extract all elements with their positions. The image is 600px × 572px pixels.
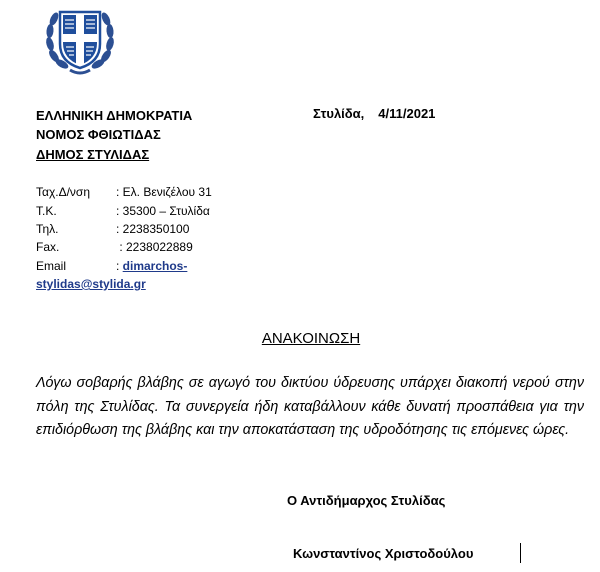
date-value: 4/11/2021 [378, 106, 436, 121]
issuer-country: ΕΛΛΗΝΙΚΗ ΔΗΜΟΚΡΑΤΙΑ [36, 108, 193, 123]
contact-email-value-line1 [116, 258, 187, 274]
email-separator: : [116, 259, 123, 273]
contact-label: Ταχ.Δ/νση [36, 185, 91, 199]
contact-value: : 35300 – Στυλίδα [116, 204, 210, 218]
issuer-municipality: ΔΗΜΟΣ ΣΤΥΛΙΔΑΣ [36, 147, 150, 162]
date-place: Στυλίδα, [313, 106, 365, 121]
issuer-prefecture: ΝΟΜΟΣ ΦΘΙΩΤΙΔΑΣ [36, 127, 161, 142]
document-date [313, 106, 435, 121]
contact-label: Email [36, 259, 67, 273]
contact-label: Τ.Κ. [36, 204, 57, 218]
signatory-role: Ο Αντιδήμαρχος Στυλίδας [287, 493, 446, 508]
text-cursor [520, 543, 521, 563]
greek-emblem-icon [44, 6, 116, 76]
contact-value: : 2238350100 [116, 222, 190, 236]
contact-value: : 2238022889 [116, 240, 193, 254]
contact-label: Τηλ. [36, 222, 59, 236]
contact-label: Fax. [36, 240, 60, 254]
contact-value: : Ελ. Βενιζέλου 31 [116, 185, 212, 199]
announcement-title: ΑΝΑΚΟΙΝΩΣΗ [261, 330, 361, 347]
email-link-part2[interactable]: stylidas@stylida.gr [36, 277, 146, 291]
announcement-body: Λόγω σοβαρής βλάβης σε αγωγό του δικτύου ύδρευσης υπάρχει διακοπή νερού στην πόλη της Στυλίδας. Τα συνεργεία ήδη καταβάλλουν κάθε δυνατή προσπάθεια για την επιδιόρθωση της βλάβης και την αποκατάσταση της υδροδότησης τις επόμενες ώρες. [36, 375, 584, 439]
email-link-part1[interactable]: dimarchos- [122, 259, 188, 273]
signatory-name: Κωνσταντίνος Χριστοδούλου [293, 546, 474, 561]
